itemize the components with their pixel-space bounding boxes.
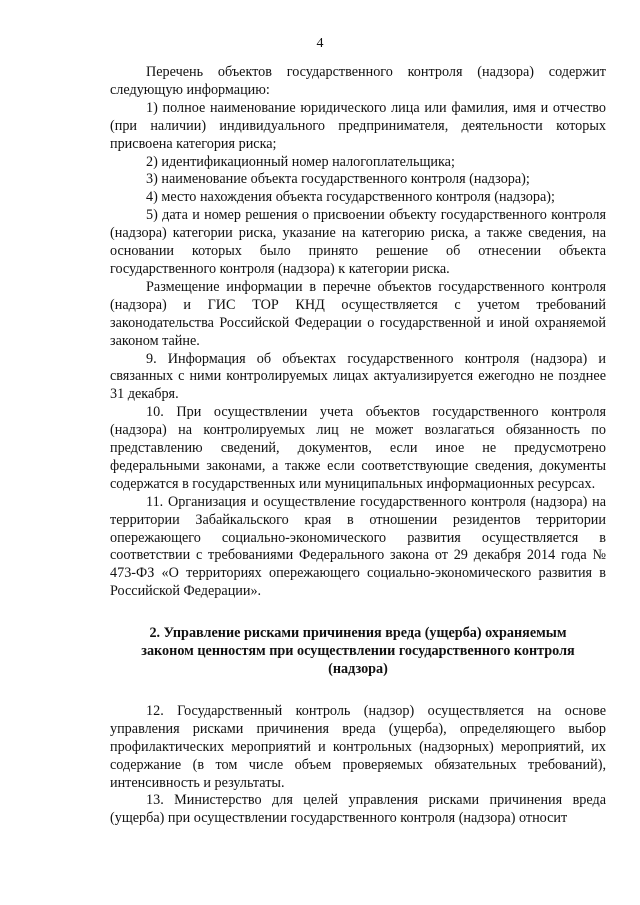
- paragraph-clause-9: 9. Информация об объектах государственного контроля (надзора) и связанных с ними контролируемых лицах актуализируется ежегодно не позднее 31 декабря.: [110, 350, 606, 403]
- document-body: [110, 64, 606, 828]
- paragraph-item-1: 1) полное наименование юридического лица или фамилия, имя и отчество (при наличии) индивидуального предпринимателя, деятельности которых присвоена категория риска;: [110, 99, 606, 152]
- paragraph-clause-12: 12. Государственный контроль (надзор) осуществляется на основе управления рисками причинения вреда (ущерба), определяющего выбор профилактических мероприятий и контрольных (надзорных) мероприятий, их содержание (в том числе объем проверяемых обязательных требований), интенсивность и результаты.: [110, 702, 606, 791]
- paragraph-list-intro: Перечень объектов государственного контроля (надзора) содержит следующую информацию:: [110, 64, 606, 98]
- section-heading: 2. Управление рисками причинения вреда (ущерба) охраняемым законом ценностям при осуществлении государственного контроля (надзора): [141, 625, 575, 677]
- page-number: 4: [316, 36, 324, 51]
- paragraph-item-3: 3) наименование объекта государственного контроля (надзора);: [146, 171, 530, 188]
- paragraph-clause-10: 10. При осуществлении учета объектов государственного контроля (надзора) на контролируемых лиц не может возлагаться обязанность по представлению сведений, документов, если иное не предусмотрено федеральными законами, а также если соответствующие сведения, документы содержатся в государственных или муниципальных информационных ресурсах.: [110, 404, 606, 492]
- paragraph-item-2: 2) идентификационный номер налогоплательщика;: [146, 153, 455, 170]
- paragraph-item-4: 4) место нахождения объекта государственного контроля (надзора);: [146, 189, 555, 206]
- paragraph-clause-11: 11. Организация и осуществление государственного контроля (надзора) на территории Забайкальского края в отношении резидентов территории опережающего социально-экономического развития осуществляется в соответствии с требованиями Федерального закона от 29 декабря 2014 года № 473-ФЗ «О территориях опережающего социально-экономического развития в Российской Федерации».: [110, 493, 606, 600]
- paragraph-placement: Размещение информации в перечне объектов государственного контроля (надзора) и ГИС ТОР КНД осуществляется с учетом требований законодательства Российской Федерации о государственной и иной охраняемой законом тайне.: [110, 278, 606, 349]
- paragraph-item-5: 5) дата и номер решения о присвоении объекту государственного контроля (надзора) категории риска, указание на категорию риска, а также сведения, на основании которых было принято решение об отнесении объекта государственного контроля (надзора) к категории риска.: [110, 207, 606, 277]
- paragraph-clause-13: 13. Министерство для целей управления рисками причинения вреда (ущерба) при осуществлении государственного контроля (надзора) относит: [110, 792, 606, 827]
